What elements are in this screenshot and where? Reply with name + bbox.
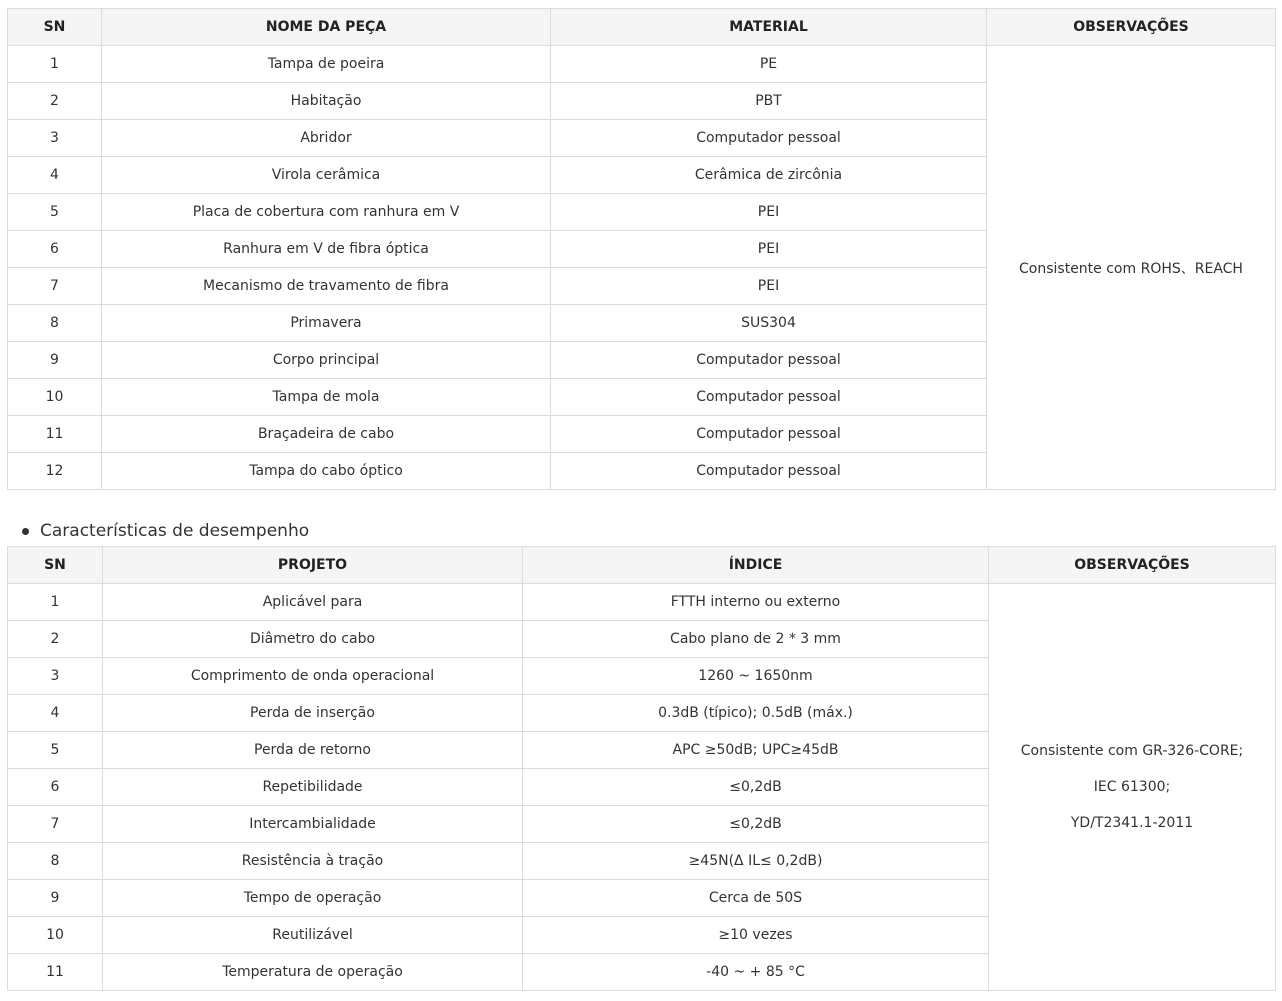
cell-sn: 9 (8, 342, 102, 379)
cell-project: Repetibilidade (103, 769, 523, 806)
header-sn: SN (8, 547, 103, 584)
parts-table (7, 8, 1276, 490)
cell-material: PEI (551, 268, 987, 305)
cell-part-name: Primavera (102, 305, 551, 342)
cell-sn: 5 (8, 732, 103, 769)
cell-sn: 2 (8, 83, 102, 120)
cell-project: Temperatura de operação (103, 954, 523, 991)
cell-project: Resistência à tração (103, 843, 523, 880)
section-heading (22, 517, 309, 545)
cell-project: Intercambialidade (103, 806, 523, 843)
table-row (8, 584, 1276, 621)
cell-remarks (989, 584, 1276, 991)
cell-sn: 4 (8, 695, 103, 732)
cell-index: -40 ~ + 85 °C (523, 954, 989, 991)
cell-sn: 6 (8, 769, 103, 806)
header-project: PROJETO (103, 547, 523, 584)
header-remarks: OBSERVAÇÕES (987, 9, 1276, 46)
cell-index: Cabo plano de 2 * 3 mm (523, 621, 989, 658)
cell-index: ≥10 vezes (523, 917, 989, 954)
cell-sn: 6 (8, 231, 102, 268)
cell-part-name: Tampa de mola (102, 379, 551, 416)
cell-index: APC ≥50dB; UPC≥45dB (523, 732, 989, 769)
cell-sn: 1 (8, 584, 103, 621)
cell-sn: 12 (8, 453, 102, 490)
cell-index: Cerca de 50S (523, 880, 989, 917)
cell-part-name: Mecanismo de travamento de fibra (102, 268, 551, 305)
cell-part-name: Abridor (102, 120, 551, 157)
cell-sn: 7 (8, 268, 102, 305)
cell-material: Computador pessoal (551, 453, 987, 490)
table-row (8, 46, 1276, 83)
cell-part-name: Placa de cobertura com ranhura em V (102, 194, 551, 231)
cell-material: PEI (551, 231, 987, 268)
cell-project: Comprimento de onda operacional (103, 658, 523, 695)
cell-project: Perda de inserção (103, 695, 523, 732)
cell-part-name: Habitação (102, 83, 551, 120)
cell-index: 1260 ~ 1650nm (523, 658, 989, 695)
cell-index: ≤0,2dB (523, 769, 989, 806)
cell-index: ≥45N(Δ IL≤ 0,2dB) (523, 843, 989, 880)
header-material: MATERIAL (551, 9, 987, 46)
cell-part-name: Braçadeira de cabo (102, 416, 551, 453)
cell-material: PEI (551, 194, 987, 231)
cell-material: PE (551, 46, 987, 83)
cell-sn: 3 (8, 658, 103, 695)
cell-part-name: Tampa do cabo óptico (102, 453, 551, 490)
header-index: ÍNDICE (523, 547, 989, 584)
cell-sn: 11 (8, 416, 102, 453)
cell-part-name: Tampa de poeira (102, 46, 551, 83)
cell-index: 0.3dB (típico); 0.5dB (máx.) (523, 695, 989, 732)
cell-sn: 7 (8, 806, 103, 843)
cell-remarks: Consistente com ROHS、REACH (987, 46, 1276, 490)
cell-index: FTTH interno ou externo (523, 584, 989, 621)
cell-project: Tempo de operação (103, 880, 523, 917)
cell-sn: 1 (8, 46, 102, 83)
cell-material: Computador pessoal (551, 120, 987, 157)
cell-material: Computador pessoal (551, 379, 987, 416)
cell-project: Diâmetro do cabo (103, 621, 523, 658)
header-part-name: NOME DA PEÇA (102, 9, 551, 46)
cell-index: ≤0,2dB (523, 806, 989, 843)
cell-material: Computador pessoal (551, 416, 987, 453)
cell-project: Reutilizável (103, 917, 523, 954)
performance-table (7, 546, 1276, 991)
table-header-row (8, 9, 1276, 46)
cell-material: PBT (551, 83, 987, 120)
cell-sn: 10 (8, 917, 103, 954)
cell-project: Perda de retorno (103, 732, 523, 769)
header-remarks: OBSERVAÇÕES (989, 547, 1276, 584)
cell-sn: 2 (8, 621, 103, 658)
cell-sn: 4 (8, 157, 102, 194)
cell-sn: 8 (8, 305, 102, 342)
remarks-line: IEC 61300; (1093, 779, 1171, 795)
cell-part-name: Ranhura em V de fibra óptica (102, 231, 551, 268)
section-heading-text: Características de desempenho (40, 521, 310, 541)
cell-material: SUS304 (551, 305, 987, 342)
cell-sn: 5 (8, 194, 102, 231)
cell-project: Aplicável para (103, 584, 523, 621)
cell-sn: 8 (8, 843, 103, 880)
header-sn: SN (8, 9, 102, 46)
cell-material: Cerâmica de zircônia (551, 157, 987, 194)
cell-sn: 3 (8, 120, 102, 157)
cell-sn: 9 (8, 880, 103, 917)
table-header-row (8, 547, 1276, 584)
cell-sn: 11 (8, 954, 103, 991)
cell-part-name: Virola cerâmica (102, 157, 551, 194)
bullet-icon (22, 528, 29, 535)
cell-part-name: Corpo principal (102, 342, 551, 379)
remarks-line: Consistente com GR-326-CORE; (1020, 743, 1244, 759)
cell-material: Computador pessoal (551, 342, 987, 379)
cell-sn: 10 (8, 379, 102, 416)
remarks-line: YD/T2341.1-2011 (1070, 815, 1194, 831)
